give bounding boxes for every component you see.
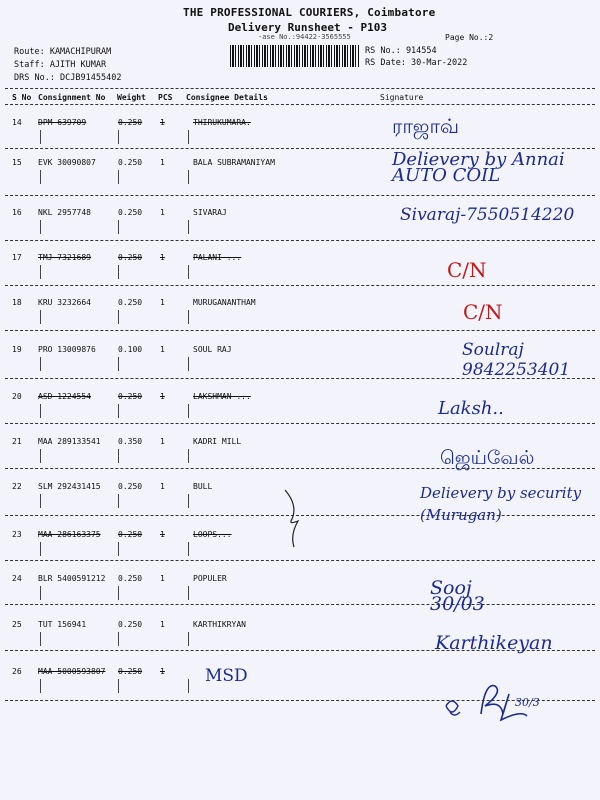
row-consignment-no: KRU 3232664: [38, 298, 91, 307]
row-weight: 0.250: [118, 158, 143, 167]
document-subtitle: Delivery Runsheet - P103: [228, 21, 387, 34]
row-tick-mark: [118, 404, 119, 418]
row-tick-mark: [40, 170, 41, 184]
row-sno: 23: [12, 530, 22, 539]
row-pcs: 1: [160, 437, 165, 446]
signature-row-15: Delievery by Annai AUTO COIL: [392, 149, 565, 186]
header-rule-top: [5, 88, 595, 89]
row-pcs: 1: [160, 392, 165, 401]
row-separator: [5, 423, 595, 424]
row-tick-mark: [40, 310, 41, 324]
row-pcs: 1: [160, 530, 165, 539]
signature-row-19: Soulraj 9842253401: [462, 340, 571, 380]
row-separator: [5, 195, 595, 196]
row-pcs: 1: [160, 298, 165, 307]
row-tick-mark: [188, 170, 189, 184]
row-sno: 24: [12, 574, 22, 583]
row-separator: [5, 285, 595, 286]
row-tick-mark: [118, 632, 119, 646]
row-tick-mark: [188, 357, 189, 371]
row-weight: 0.350: [118, 437, 143, 446]
row-tick-mark: [188, 632, 189, 646]
row-consignee: POPULER: [193, 574, 227, 583]
signature-row-16: Sivaraj-7550514220: [400, 205, 575, 225]
row-pcs: 1: [160, 118, 165, 127]
row-sno: 14: [12, 118, 22, 127]
row-sno: 21: [12, 437, 22, 446]
row-tick-mark: [188, 220, 189, 234]
staff-label: Staff: AJITH KUMAR: [14, 60, 107, 70]
row-tick-mark: [118, 310, 119, 324]
row-tick-mark: [188, 449, 189, 463]
row-consignment-no: DPM 639709: [38, 118, 87, 127]
row-pcs: 1: [160, 667, 165, 676]
rs-date: RS Date: 30-Mar-2022: [365, 58, 468, 68]
row-sno: 17: [12, 253, 22, 262]
row-consignee: THIRUKUMARA.: [193, 118, 251, 127]
column-header-weight: Weight: [117, 93, 146, 102]
row-weight: 0.250: [118, 253, 143, 262]
row-pcs: 1: [160, 620, 165, 629]
row-sno: 22: [12, 482, 22, 491]
row-tick-mark: [188, 310, 189, 324]
row-tick-mark: [118, 220, 119, 234]
column-header-sno: S No: [12, 93, 32, 102]
row-consignee: BULL: [193, 482, 213, 491]
row-weight: 0.250: [118, 667, 143, 676]
row-tick-mark: [118, 170, 119, 184]
row-separator: [5, 240, 595, 241]
row-consignee: LOOPS...: [193, 530, 232, 539]
page-number: Page No.:2: [445, 33, 494, 42]
row-tick-mark: [118, 449, 119, 463]
row-tick-mark: [40, 404, 41, 418]
row-consignment-no: NKL 2957748: [38, 208, 91, 217]
row-sno: 16: [12, 208, 22, 217]
row-tick-mark: [118, 679, 119, 693]
handwritten-consignee-row-26: MSD: [205, 666, 248, 686]
row-consignment-no: SLM 292431415: [38, 482, 101, 491]
rs-number: RS No.: 914554: [365, 46, 437, 56]
row-consignee: MURUGANANTHAM: [193, 298, 256, 307]
row-weight: 0.100: [118, 345, 143, 354]
signature-row-21: ஜெய்வேல்: [440, 447, 535, 469]
row-tick-mark: [40, 265, 41, 279]
row-weight: 0.250: [118, 208, 143, 217]
row-pcs: 1: [160, 482, 165, 491]
column-header-consignee: Consignee Details: [186, 93, 268, 102]
row-tick-mark: [40, 449, 41, 463]
row-tick-mark: [40, 586, 41, 600]
row-pcs: 1: [160, 253, 165, 262]
row-consignment-no: TUT 156941: [38, 620, 87, 629]
signature-row-14: ராஜாவ்: [392, 114, 460, 138]
row-consignee: SOUL RAJ: [193, 345, 232, 354]
row-tick-mark: [118, 586, 119, 600]
column-header-pcs: PCS: [158, 93, 173, 102]
row-consignee: PALANI ...: [193, 253, 242, 262]
row-tick-mark: [118, 265, 119, 279]
signature-date-row-26: 30/3: [515, 696, 540, 709]
row-consignment-no: PRO 13009876: [38, 345, 96, 354]
row-weight: 0.250: [118, 530, 143, 539]
column-header-signature: Signature: [380, 93, 424, 102]
signature-row-25: Karthikeyan: [435, 632, 553, 654]
row-separator: [5, 560, 595, 561]
row-tick-mark: [188, 265, 189, 279]
signature-row-24: Sooj 30/03: [430, 577, 485, 615]
row-consignment-no: MAA 286163375: [38, 530, 101, 539]
row-consignment-no: TMJ 7321689: [38, 253, 91, 262]
signature-row-17: C/N: [447, 258, 487, 282]
row-consignment-no: EVK 30090807: [38, 158, 96, 167]
row-tick-mark: [118, 542, 119, 556]
row-sno: 15: [12, 158, 22, 167]
barcode-image: [230, 45, 360, 67]
row-consignee: LAKSHMAN ...: [193, 392, 251, 401]
row-weight: 0.250: [118, 574, 143, 583]
signature-row-20: Laksh..: [438, 398, 504, 419]
row-tick-mark: [40, 632, 41, 646]
row-tick-mark: [118, 494, 119, 508]
row-consignment-no: MAA 289133541: [38, 437, 101, 446]
row-pcs: 1: [160, 208, 165, 217]
drs-number: DRS No.: DCJB91455402: [14, 73, 122, 83]
row-sno: 26: [12, 667, 22, 676]
column-header-consignment: Consignment No: [38, 93, 106, 102]
header-rule-bottom: [5, 104, 595, 105]
signature-scribble-row-26: [436, 676, 556, 726]
row-sno: 25: [12, 620, 22, 629]
row-tick-mark: [40, 220, 41, 234]
row-consignment-no: ASD 1224554: [38, 392, 91, 401]
row-sno: 18: [12, 298, 22, 307]
row-weight: 0.250: [118, 118, 143, 127]
row-tick-mark: [118, 357, 119, 371]
row-tick-mark: [188, 679, 189, 693]
bracket-scribble: [280, 485, 310, 555]
row-consignee: SIVARAJ: [193, 208, 227, 217]
row-tick-mark: [188, 494, 189, 508]
row-consignment-no: MAA 5000593807: [38, 667, 106, 676]
row-tick-mark: [40, 130, 41, 144]
row-separator: [5, 330, 595, 331]
row-tick-mark: [118, 130, 119, 144]
row-tick-mark: [188, 404, 189, 418]
row-tick-mark: [40, 679, 41, 693]
row-pcs: 1: [160, 158, 165, 167]
row-tick-mark: [188, 130, 189, 144]
row-pcs: 1: [160, 345, 165, 354]
row-weight: 0.250: [118, 392, 143, 401]
signature-row-18: C/N: [463, 300, 503, 324]
row-tick-mark: [188, 586, 189, 600]
route-label: Route: KAMACHIPURAM: [14, 47, 112, 57]
row-tick-mark: [188, 542, 189, 556]
row-tick-mark: [40, 494, 41, 508]
row-tick-mark: [40, 357, 41, 371]
row-separator: [5, 604, 595, 605]
row-sno: 20: [12, 392, 22, 401]
document-title: THE PROFESSIONAL COURIERS, Coimbatore: [183, 6, 436, 19]
row-weight: 0.250: [118, 620, 143, 629]
row-consignee: BALA SUBRAMANIYAM: [193, 158, 275, 167]
row-weight: 0.250: [118, 482, 143, 491]
row-consignee: KARTHIKRYAN: [193, 620, 246, 629]
row-consignment-no: BLR 5400591212: [38, 574, 106, 583]
signature-row-22: Delievery by security (Murugan): [420, 484, 582, 524]
row-pcs: 1: [160, 574, 165, 583]
row-sno: 19: [12, 345, 22, 354]
barcode-number: ‐ase No.:94422‐3565555: [258, 33, 351, 41]
row-tick-mark: [40, 542, 41, 556]
row-weight: 0.250: [118, 298, 143, 307]
row-consignee: KADRI MILL: [193, 437, 242, 446]
